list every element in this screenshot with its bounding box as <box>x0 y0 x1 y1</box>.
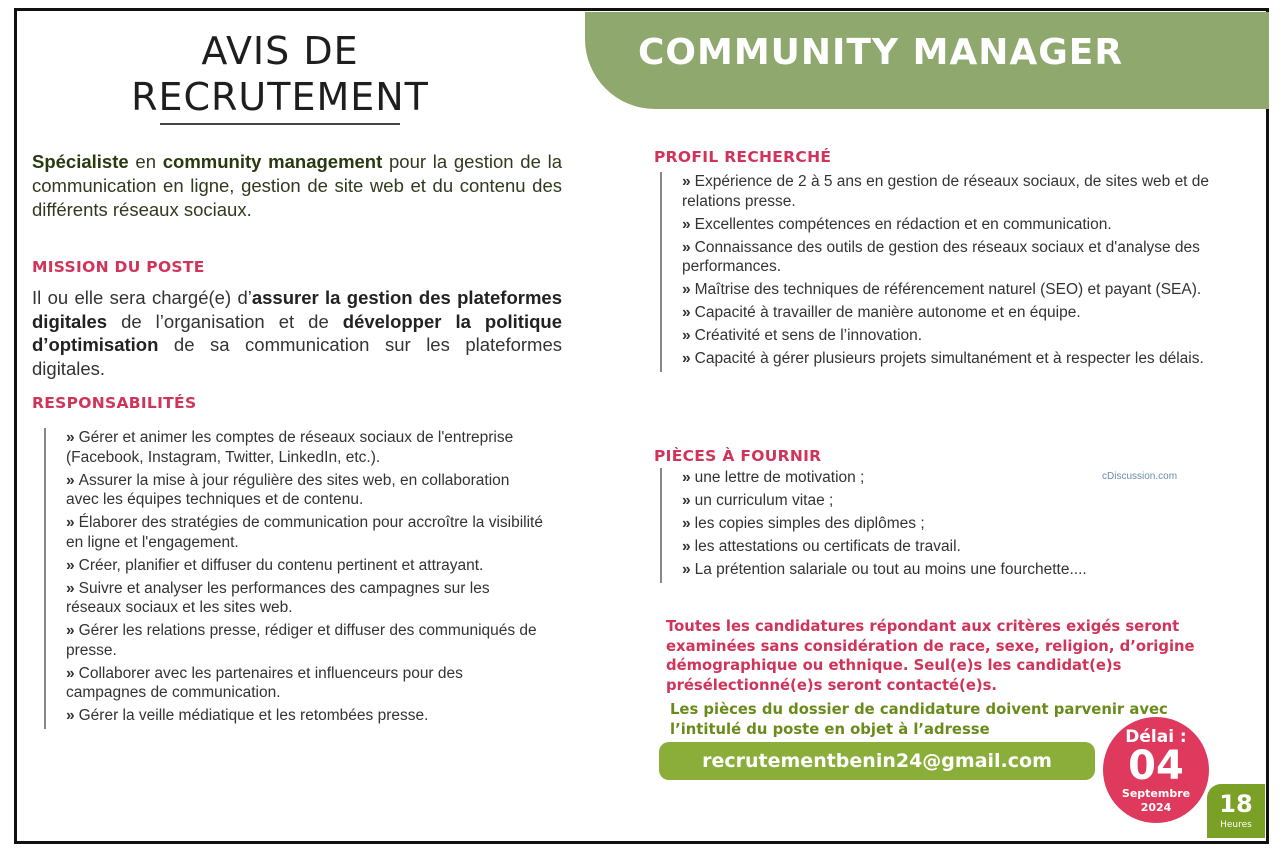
mission-text-3: de sa communication sur les plateformes digitales. <box>32 334 562 379</box>
list-item-text: Créativité et sens de l’innovation. <box>694 327 923 344</box>
job-title: COMMUNITY MANAGER <box>638 32 1124 73</box>
bullet-mark: » <box>682 469 691 486</box>
list-item <box>66 621 546 660</box>
intro-text-1: en <box>128 151 163 172</box>
mission-bold-2: développer la politique d’optimisation <box>32 310 563 355</box>
mission-text-1: Il ou elle sera chargé(e) d’ <box>32 287 252 308</box>
mission-bold-1: assurer la gestion des plateformes digitales <box>32 287 562 332</box>
intro-text-2: pour la gestion de la communication en ligne, gestion de site web et du contenu des différents réseaux sociaux. <box>32 151 563 220</box>
list-item-text: les attestations ou certificats de travail. <box>694 538 961 555</box>
list-item <box>682 172 1242 211</box>
list-item-text: Suivre et analyser les performances des campagnes sur les réseaux sociaux et les sites web. <box>66 579 490 616</box>
list-item <box>66 664 546 703</box>
list-item-text: Excellentes compétences en rédaction et en communication. <box>694 215 1112 233</box>
list-item <box>66 428 546 467</box>
profile-heading: PROFIL RECHERCHÉ <box>654 148 832 166</box>
deadline-hour-badge <box>1207 784 1265 838</box>
bullet-mark: » <box>66 514 75 531</box>
mission-heading: MISSION DU POSTE <box>32 258 205 276</box>
title-line-2: RECRUTEMENT <box>131 75 429 119</box>
deadline-month: Septembre <box>1121 787 1191 800</box>
bullet-mark: » <box>682 215 691 233</box>
bullet-mark: » <box>682 350 691 367</box>
intro-bold-1: Spécialiste <box>32 151 129 172</box>
list-item <box>66 471 546 510</box>
list-item <box>682 537 1202 557</box>
bullet-mark: » <box>682 173 691 190</box>
deadline-year: 2024 <box>1140 801 1172 814</box>
list-item-text: Gérer et animer les comptes de réseaux sociaux de l'entreprise (Facebook, Instagram, Twitter, LinkedIn, etc.). <box>66 429 514 466</box>
deadline-label: Délai : <box>1125 727 1187 747</box>
list-item-text: Gérer la veille médiatique et les retombées presse. <box>78 707 429 724</box>
list-item-text: Collaborer avec les partenaires et influenceurs pour des campagnes de communication. <box>66 664 463 701</box>
list-item-text: une lettre de motivation ; <box>694 469 865 486</box>
list-item <box>682 280 1242 300</box>
list-item-text: Capacité à gérer plusieurs projets simultanément et à respecter les délais. <box>694 350 1204 367</box>
bullet-mark: » <box>66 707 75 724</box>
list-item-text: Créer, planifier et diffuser du contenu pertinent et attrayant. <box>78 556 484 574</box>
profile-list <box>660 172 1242 372</box>
documents-heading: PIÈCES À FOURNIR <box>654 447 822 465</box>
bullet-mark: » <box>682 492 691 509</box>
bullet-mark: » <box>66 664 75 682</box>
deadline-day: 04 <box>1128 743 1184 789</box>
bullet-mark: » <box>66 556 75 574</box>
mission-paragraph <box>32 286 562 380</box>
equal-opportunity-notice: Toutes les candidatures répondant aux critères exigés seront examinées sans considération de race, sexe, religion, d’origine démographique ou ethnique. Seul(e)s les candidat(e)s présélectionné(e)s seront contacté(e)s. <box>666 618 1195 694</box>
list-item <box>682 326 1242 346</box>
list-item-text: Connaissance des outils de gestion des réseaux sociaux et d'analyse des performances. <box>682 238 1200 275</box>
list-item-text: Gérer les relations presse, rédiger et diffuser des communiqués de presse. <box>66 622 537 659</box>
bullet-mark: » <box>66 471 75 489</box>
list-item-text: La prétention salariale ou tout au moins une fourchette.... <box>694 561 1087 578</box>
page-title <box>60 28 500 120</box>
list-item <box>66 556 546 576</box>
documents-list <box>660 468 1202 583</box>
list-item <box>682 560 1202 580</box>
responsibilities-heading: RESPONSABILITÉS <box>32 394 197 412</box>
bullet-mark: » <box>682 561 691 578</box>
mission-text-2: de l’organisation et de <box>107 310 343 332</box>
bullet-mark: » <box>66 622 75 639</box>
list-item <box>66 513 546 552</box>
title-line-1: AVIS DE <box>201 29 359 73</box>
submission-instructions: Les pièces du dossier de candidature doivent parvenir avec l’intitulé du poste en objet à l’adresse <box>670 701 1168 738</box>
intro-bold-2: community management <box>162 151 383 172</box>
watermark: cDiscussion.com <box>1102 471 1178 482</box>
bullet-mark: » <box>682 238 691 256</box>
bullet-mark: » <box>682 281 691 298</box>
list-item <box>66 706 546 726</box>
deadline-hour: 18 <box>1219 790 1253 818</box>
list-item <box>66 579 546 618</box>
list-item <box>682 349 1242 369</box>
bullet-mark: » <box>682 515 691 532</box>
bullet-mark: » <box>682 327 691 344</box>
title-divider <box>160 123 400 125</box>
list-item-text: les copies simples des diplômes ; <box>694 515 925 532</box>
list-item <box>682 491 1202 511</box>
list-item-text: Assurer la mise à jour régulière des sites web, en collaboration avec les équipes techniques et de contenu. <box>66 471 510 508</box>
list-item <box>682 238 1242 277</box>
email-address-button[interactable]: recrutementbenin24@gmail.com <box>659 742 1095 780</box>
list-item-text: Capacité à travailler de manière autonome et en équipe. <box>694 304 1081 321</box>
list-item <box>682 303 1242 323</box>
bullet-mark: » <box>682 304 691 321</box>
deadline-badge <box>1103 717 1209 823</box>
list-item-text: un curriculum vitae ; <box>694 492 834 509</box>
list-item-text: Expérience de 2 à 5 ans en gestion de réseaux sociaux, de sites web et de relations presse. <box>682 173 1210 210</box>
intro-paragraph <box>32 150 562 222</box>
bullet-mark: » <box>682 538 691 555</box>
bullet-mark: » <box>66 579 75 597</box>
list-item-text: Élaborer des stratégies de communication pour accroître la visibilité en ligne et l'engagement. <box>66 514 543 551</box>
list-item-text: Maîtrise des techniques de référencement naturel (SEO) et payant (SEA). <box>694 281 1202 298</box>
bullet-mark: » <box>66 429 75 446</box>
responsibilities-list <box>44 428 546 729</box>
list-item <box>682 514 1202 534</box>
deadline-hour-unit: Heures <box>1220 820 1252 830</box>
list-item <box>682 215 1242 235</box>
